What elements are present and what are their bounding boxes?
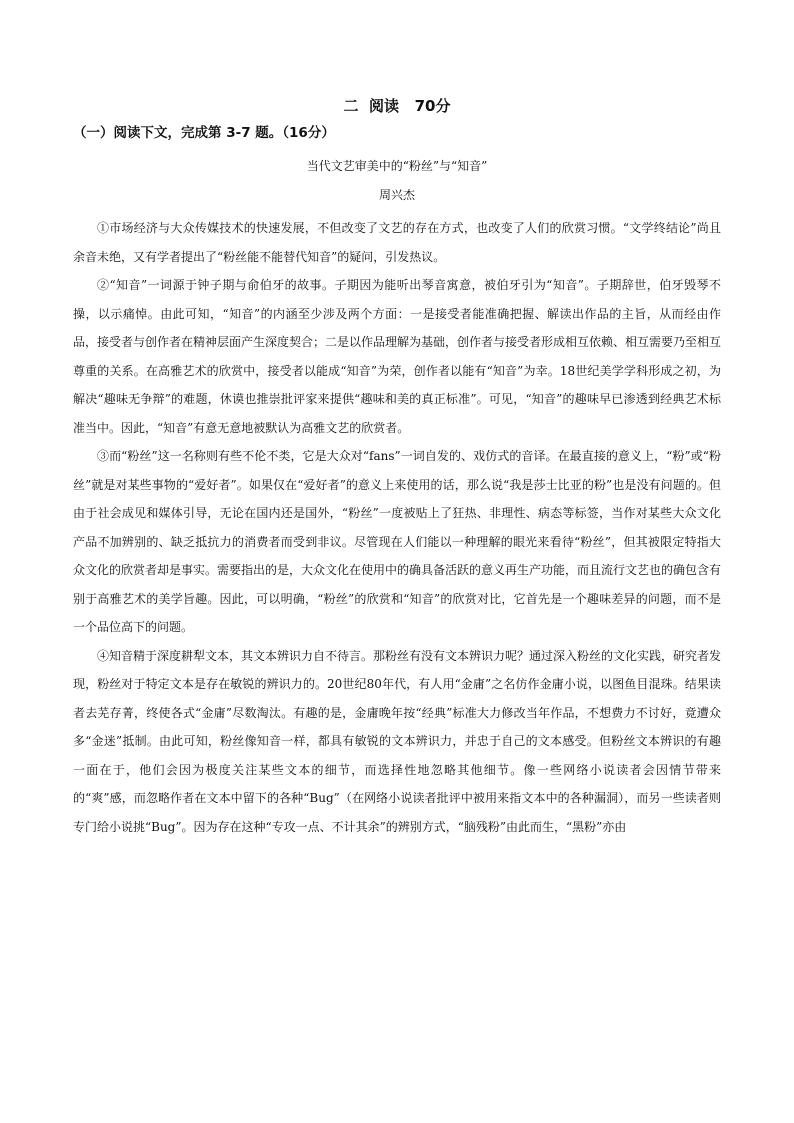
paragraph-1: ①市场经济与大众传媒技术的快速发展，不但改变了文艺的存在方式，也改变了人们的欣赏习惯。“文学终结论”尚且余音未绝，又有学者提出了“粉丝能不能替代知音”的疑问，引发热议。 bbox=[73, 221, 721, 264]
article-title: 当代文艺审美中的“粉丝”与“知音” bbox=[306, 159, 488, 173]
paragraph-3: ③而“粉丝”这一名称则有些不伦不类，它是大众对“fans”一词自发的、戏仿式的音译。在最直接的意义上，“粉”或“粉丝”就是对某些事物的“爱好者”。如果仅在“爱好者”的意义上来使用的话，那么说“我是莎士比亚的粉”也是没有问题的。但由于社会成见和媒体引导，无论在国内还是国外，“粉丝”一度被贴上了狂热、非理性、病态等标签，当作对某些大众文化产品不加辨别的、缺乏抵抗力的消费者而受到非议。尽管现在人们能以一种理解的眼光来看待“粉丝”，但其被限定特指大众文化的欣赏者却是事实。需要指出的是，大众文化在使用中的确具备活跃的意义再生产功能，而且流行文艺也的确包含有别于高雅艺术的美学旨趣。因此，可以明确，“粉丝”的欣赏和“知音”的欣赏对比，它首先是一个趣味差异的问题，而不是一个品位高下的问题。 bbox=[73, 449, 722, 634]
paragraph-4: ④知音精于深度耕犁文本，其文本辨识力自不待言。那粉丝有没有文本辨识力呢？通过深入粉丝的文化实践，研究者发现，粉丝对于特定文本是存在敏锐的辨识力的。20世纪80年代，有人用“金庸”之名仿作金庸小说，以图鱼目混珠。结果读者去芜存菁，终使各式“金庸”尽数淘汰。有趣的是，金庸晚年按“经典”标准大力修改当年作品，不想费力不讨好，竟遭众多“金迷”抵制。由此可知，粉丝像知音一样，都具有敏锐的文本辨识力，并忠于自己的文本感受。但粉丝文本辨识的有趣一面在于，他们会因为极度关注某些文本的细节，而选择性地忽略其他细节。像一些网络小说读者会因情节带来的“爽”感，而忽略作者在文本中留下的各种“Bug”（在网络小说读者批评中被用来指文本中的各种漏洞），而另一些读者则专门给小说挑“Bug”。因为存在这种“专攻一点、不计其余”的辨别方式，“脑残粉”由此而生，“黑粉”亦由 bbox=[73, 648, 722, 834]
paragraph-2: ②“知音”一词源于钟子期与俞伯牙的故事。子期因为能听出琴音寓意，被伯牙引为“知音”。子期辞世，伯牙毁琴不操，以示痛悼。由此可知，“知音”的内涵至少涉及两个方面：一是接受者能准确把握、解读出作品的主旨，从而经由作品，接受者与创作者在精神层面产生深度契合；二是以作品理解为基础，创作者与接受者形成相互依赖、相互需要乃至相互尊重的关系。在高雅艺术的欣赏中，接受者以能成“知音”为荣，创作者以能有“知音”为幸。18世纪美学学科形成之初，为解决“趣味无争辩”的难题，休谟也推崇批评家来提供“趣味和美的真正标准”。可见，“知音”的趣味早已渗透到经典艺术标准当中。因此，“知音”有意无意地被默认为高雅文艺的欣赏者。 bbox=[73, 278, 722, 435]
question-heading: （一）阅读下文，完成第 3-7 题。（16分） bbox=[73, 125, 335, 141]
article-author: 周兴杰 bbox=[378, 188, 415, 202]
section-title: 二 阅读 70分 bbox=[343, 97, 451, 115]
article-body bbox=[73, 214, 721, 841]
